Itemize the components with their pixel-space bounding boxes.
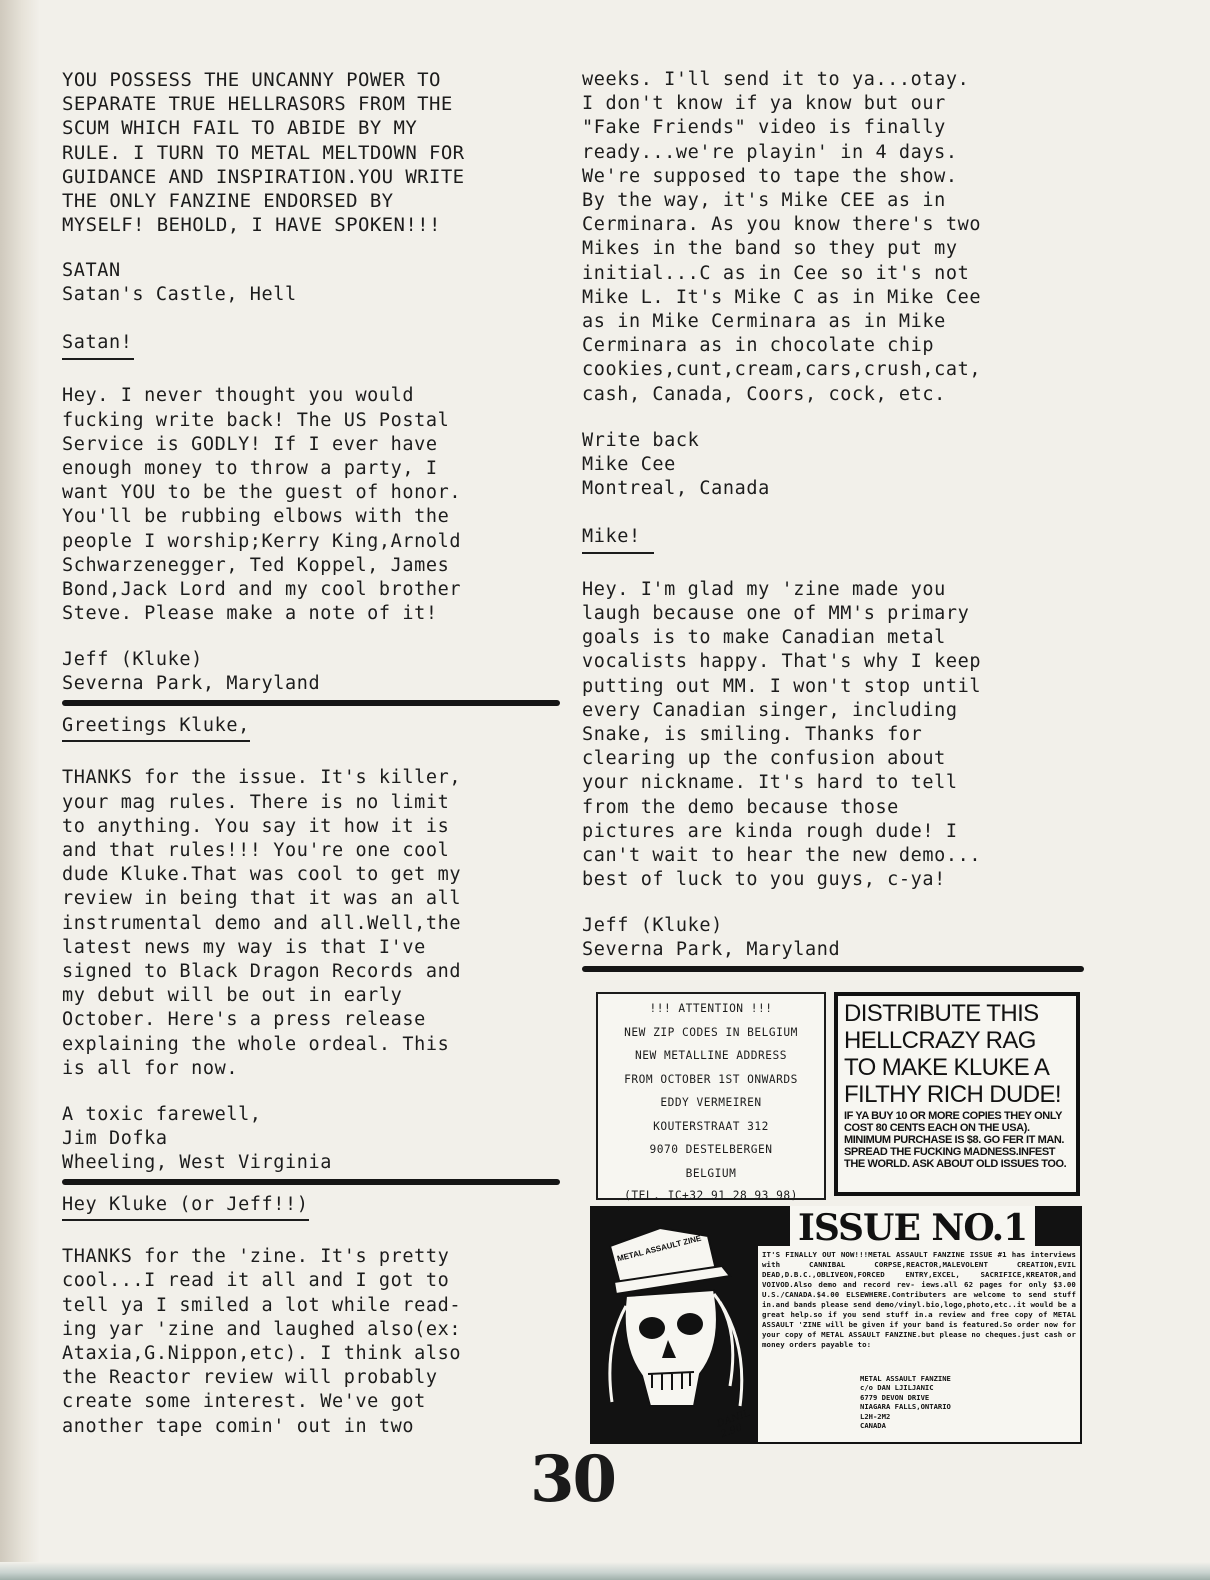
ad-row — [596, 992, 1082, 1202]
left-column — [62, 68, 560, 1461]
mike-salutation: Hey Kluke (or Jeff!!) — [62, 1193, 309, 1221]
issue-ad-address: METAL ASSAULT FANZINE c/o DAN LJILJANIC 6779 DEVON DRIVE NIAGARA FALLS,ONTARIO L2H-2M2 CANADA — [860, 1374, 951, 1431]
satan-reply-signature: Jeff (Kluke) Severna Park, Maryland — [62, 649, 321, 695]
jim-salutation: Greetings Kluke, — [62, 714, 250, 742]
section-divider — [62, 700, 560, 706]
distribute-rag-ad — [834, 992, 1080, 1196]
mike-letter-body-start: THANKS for the 'zine. It's pretty cool...I read it all and I got to tell ya I smiled a lot while read- ing yar 'zine and laughed also(ex: Ataxia,G.Nippon,etc). I think also the Reactor review will probably create some interest. We've got another tape comin' out in two — [62, 1246, 462, 1437]
rag-headline: DISTRIBUTE THIS HELLCRAZY RAG TO MAKE KLUKE A FILTHY RICH DUDE! — [844, 1000, 1061, 1108]
page-bottom-edge — [0, 1562, 1210, 1580]
salutation-underline — [582, 552, 654, 554]
mike-reply-salutation: Mike! — [582, 525, 1084, 554]
section-divider — [62, 1179, 560, 1185]
jim-signature: A toxic farewell, Jim Dofka Wheeling, West Virginia — [62, 1104, 332, 1174]
page-gutter-shadow — [0, 0, 40, 1580]
satan-reply-body: Hey. I never thought you would fucking write back! The US Postal Service is GODLY! If I ever have enough money to throw a party, I want YOU to be the guest of honor. You'll be rubbing elbows with the people I worship;Kerry King,Arnold Schwarzenegger, Ted Koppel, James Bond,Jack Lord and my cool brother Steve. Please make a note of it! — [62, 385, 462, 625]
satan-letter: YOU POSSESS THE UNCANNY POWER TO SEPARATE TRUE HELLRASORS FROM THE SCUM WHICH FAIL TO ABIDE BY MY RULE. I TURN TO METAL MELTDOWN FOR GUIDANCE AND INSPIRATION.YOU WRITE THE ONLY FANZINE ENDORSED BY MYSELF! BEHOLD, I HAVE SPOKEN!!! — [62, 69, 465, 237]
mike-reply-body: Hey. I'm glad my 'zine made you laugh because one of MM's primary goals is to make Canadian metal vocalists happy. That's why I keep putting out MM. I won't stop until every Canadian singer, including Snake, is smiling. Thanks for clearing up the confusion about your nickname. It's hard to tell from the demo because those pictures are kinda rough dude! I can't wait to hear the new demo... best of luck to you guys, c-ya! — [582, 578, 982, 891]
skull-illustration: METAL ASSAULT ZINE DANIL 2.90 — [590, 1206, 758, 1444]
mike-signature: Write back Mike Cee Montreal, Canada — [582, 429, 770, 499]
issue-ad-body: IT'S FINALLY OUT NOW!!!METAL ASSAULT FANZINE ISSUE #1 has interviews with CANNIBAL CORPSE,REACTOR,MALEVOLENT CREATION,EVIL DEAD,D.B.C.,OBLIVEON,FORCED ENTRY,EXCEL, SACRIFICE,KREATOR,and VOIVOD.Also demo and record rev- iews.all 62 pages for only $3.00 U.S./CANADA.$4.00 ELSEWHERE.Contributers are welcome to send stuff in.and bands please send demo/vinyl.bio,logo,photo,etc..it would be a great help.so if you send stuff in.a review and free copy of METAL ASSAULT 'ZINE will be given if your band is featured.So order now for your copy of METAL ASSAULT FANZINE.but please no cheques.just cash or money orders payable to: — [762, 1250, 1076, 1349]
mike-letter-body-end: weeks. I'll send it to ya...otay. I don't know if ya know but our "Fake Friends" video is finally ready...we're playin' in 4 days. We're supposed to tape the show. By the way, it's Mike CEE as in Cerminara. As you know there's two Mikes in the band so they put my initial...C as in Cee so it's not Mike L. It's Mike C as in Mike Cee as in Mike Cerminara as in Mike Cerminara as in chocolate chip cookies,cunt,cream,cars,crush,cat, cash, Canada, Coors, cock, etc. — [582, 69, 982, 405]
right-column — [582, 68, 1084, 980]
metal-assault-issue-ad — [590, 1206, 1082, 1444]
mike-reply-signature: Jeff (Kluke) Severna Park, Maryland — [582, 915, 841, 961]
belgium-address-notice: !!! ATTENTION !!! NEW ZIP CODES IN BELGIUM NEW METALLINE ADDRESS FROM OCTOBER 1ST ONWARDS EDDY VERMEIREN KOUTERSTRAAT 312 9070 DESTELBERGEN BELGIUM (TEL. IC+32 91 28 93 98) — [596, 992, 826, 1200]
satan-signature: SATAN Satan's Castle, Hell — [62, 260, 297, 306]
page-number: 30 — [530, 1442, 616, 1517]
salutation-underline — [62, 358, 134, 360]
issue-title: ISSUE NO.1 — [790, 1206, 1035, 1250]
satan-reply-salutation: Satan! — [62, 331, 560, 360]
rag-fine-print: IF YA BUY 10 OR MORE COPIES THEY ONLY COST 80 CENTS EACH ON THE USA). MINIMUM PURCHASE IS $8. GO FER IT MAN. SPREAD THE FUCKING MADNESS.INFEST THE WORLD. ASK ABOUT OLD ISSUES TOO. — [844, 1110, 1067, 1170]
jim-letter-body: THANKS for the issue. It's killer, your mag rules. There is no limit to anything. You say it how it is and that rules!!! You're one cool dude Kluke.That was cool to get my review in being that it was an all instrumental demo and all.Well,the latest news my way is that I've signed to Black Dragon Records and my debut will be out in early October. Here's a press release explaining the whole ordeal. This is all for now. — [62, 767, 462, 1079]
section-divider — [582, 966, 1084, 972]
